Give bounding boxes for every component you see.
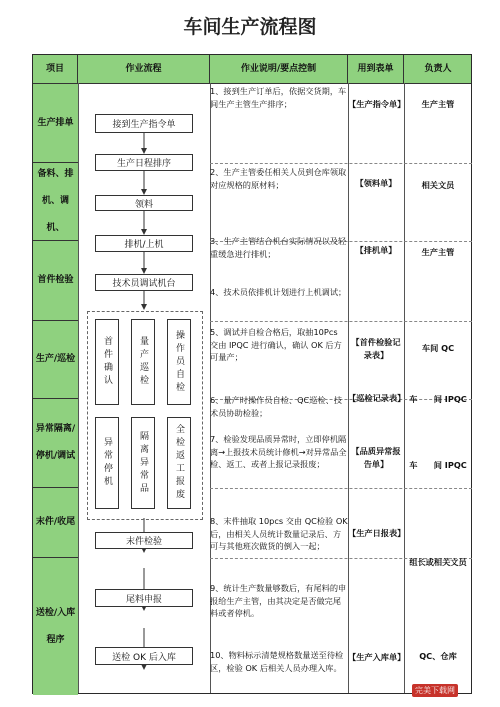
process-table (32, 54, 472, 694)
form-material-requisition: 【领料单】 (355, 178, 397, 188)
flow-step-machine: 排机/上机 (95, 235, 193, 252)
flow-first-confirm: 首件确认 (95, 319, 119, 405)
category-final: 末件/收尾 (33, 488, 78, 558)
owner-5: 车 间 IPQC (409, 394, 467, 404)
owner-4: 车间 QC (421, 343, 455, 353)
row-divider (210, 163, 472, 164)
desc-7: 7、检验发现品质异常时，立即停机隔离→上报技术员统计修机→对异常品全检、返工、或者上报记录报废； (210, 434, 347, 469)
flow-isolate: 隔离异常品 (131, 417, 155, 509)
desc-2: 2、生产主管委任相关人员到仓库领取对应规格的原材料； (210, 167, 347, 190)
row-divider (210, 488, 472, 489)
desc-4: 4、技术员依排机计划进行上机调试； (210, 287, 347, 297)
desc-5: 5、调试并自检合格后，取抽10Pcs 交由 IPQC 进行确认，确认 OK 后方可量产； (210, 327, 342, 362)
header-description: 作业说明/要点控制 (210, 55, 348, 83)
category-scheduling: 生产排单 (33, 84, 78, 163)
owner-8: QC、仓库 (419, 651, 457, 661)
desc-6: 6、量产时操作员自检、QC巡检、技术员协助检验； (210, 395, 342, 418)
desc-1: 1、接到生产订单后，依据交货期，车间生产主管生产排序； (210, 86, 347, 109)
desc-8: 8、末件抽取 10pcs 交由 QC检验 OK 后，由相关人员统计数量记录后、方可与其他班次做货的倒入一起； (210, 516, 348, 551)
flow-step-schedule: 生产日程排序 (95, 154, 193, 171)
category-production: 生产/巡检 (33, 321, 78, 399)
flow-rework-scrap: 全检返工报废 (167, 417, 191, 509)
flow-patrol-inspection: 量产巡检 (131, 319, 155, 405)
category-warehouse: 送检/入库程序 (33, 558, 78, 695)
form-machine-schedule: 【排机单】 (355, 245, 397, 255)
owner-7: 组长或相关文员 (409, 557, 467, 567)
desc-10: 10、物料标示清楚规格数量送至待检区，检验 OK 后相关人员办理入库。 (210, 650, 344, 673)
form-first-inspection: 【首件检验记录表】 (351, 337, 401, 360)
category-exception: 异常隔离/停机/调试 (33, 399, 78, 488)
owner-6: 车 间 IPQC (409, 460, 467, 470)
header-item: 项目 (33, 55, 78, 83)
row-divider (210, 321, 472, 322)
header-forms: 用到表单 (348, 55, 404, 83)
flow-step-warehouse: 送检 OK 后入库 (95, 647, 193, 665)
form-quality-report: 【品质异常报告单】 (351, 446, 401, 469)
desc-9: 9、统计生产数量够数后，有尾料的申报给生产主管，由其决定是否做完尾料或者停机。 (210, 583, 347, 618)
form-daily-report: 【生产日报表】 (348, 528, 406, 538)
category-first-inspection: 首件检验 (33, 241, 78, 321)
flow-self-check: 操作员自检 (167, 319, 191, 405)
owner-2: 相关文员 (421, 180, 455, 190)
form-patrol-record: 【巡检记录表】 (348, 393, 406, 403)
flow-step-final-inspection: 末件检验 (95, 532, 193, 549)
flow-step-debug: 技术员调试机台 (95, 274, 193, 291)
page-title: 车间生产流程图 (183, 16, 317, 38)
table-header (33, 55, 471, 84)
form-warehouse-entry: 【生产入库单】 (348, 652, 406, 662)
flow-step-leftover: 尾料申报 (95, 589, 193, 607)
owner-3: 生产主管 (421, 247, 455, 257)
column-divider (404, 83, 405, 693)
owner-1: 生产主管 (421, 99, 455, 109)
flow-abnormal-stop: 异常停机 (95, 417, 119, 509)
form-production-order: 【生产指令单】 (348, 99, 406, 109)
desc-3: 3、生产主管结合机台实际情况以及轻重缓急进行排机； (210, 236, 347, 259)
header-flow: 作业流程 (78, 55, 210, 83)
header-owner: 负责人 (424, 64, 452, 74)
flow-step-material: 领料 (95, 195, 193, 211)
column-divider (348, 83, 349, 693)
category-material: 备料、排机、调机、 (33, 163, 78, 241)
flow-step-receive-order: 接到生产指令单 (95, 114, 193, 133)
watermark-logo: 完美下载网 (412, 684, 458, 697)
